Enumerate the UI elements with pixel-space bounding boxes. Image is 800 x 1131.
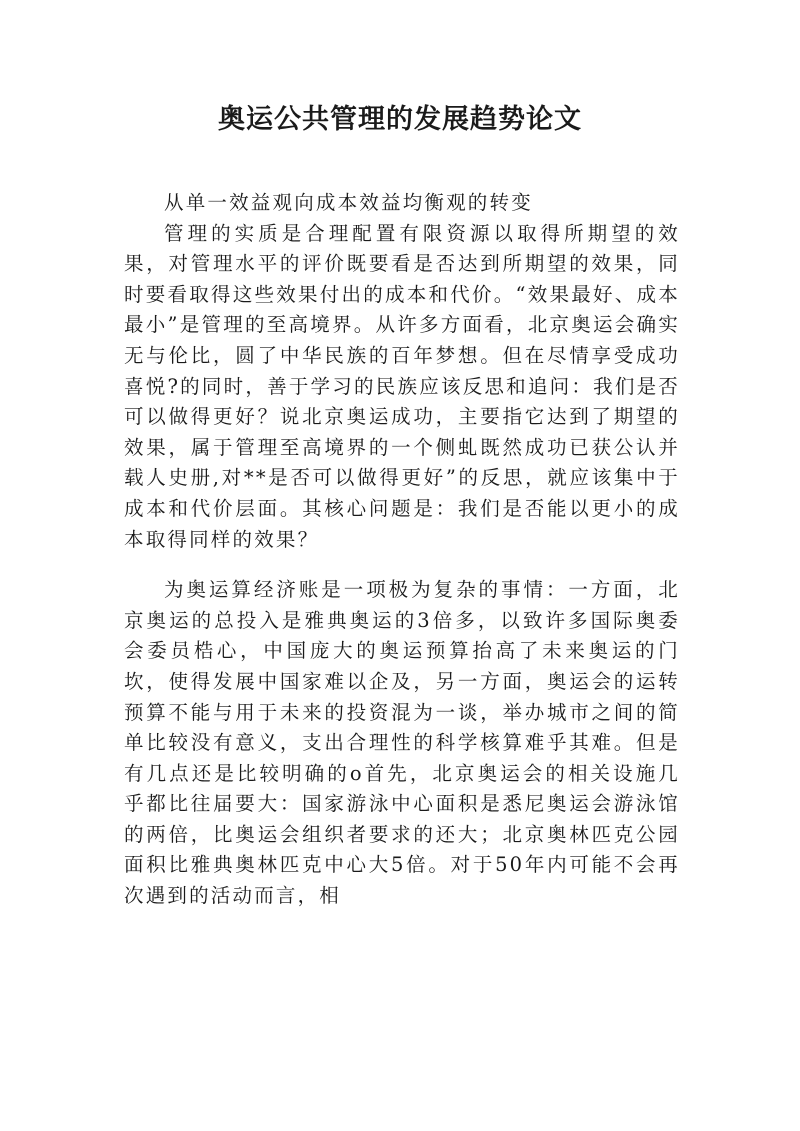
body-paragraph: 管理的实质是合理配置有限资源以取得所期望的效果，对管理水平的评价既要看是否达到所期望的效果，同时要看取得这些效果付出的成本和代价。“效果最好、成本最小”是管理的至高境界。从许多方面看，北京奥运会确实无与伦比，圆了中华民族的百年梦想。但在尽情享受成功喜悦?的同时，善于学习的民族应该反思和追问：我们是否可以做得更好？说北京奥运成功，主要指它达到了期望的效果，属于管理至高境界的一个侧虬既然成功已获公认并载人史册,对**是否可以做得更好”的反思，就应该集中于成本和代价层面。其核心问题是：我们是否能以更小的成本取得同样的效果？ <box>124 221 680 551</box>
body-paragraph: 为奥运算经济账是一项极为复杂的事情：一方面，北京奥运的总投入是雅典奥运的3倍多，以致许多国际奥委会委员梏心，中国庞大的奥运预算抬高了未来奥运的门坎，使得发展中国家难以企及，另一方面，奥运会的运转预算不能与用于未来的投资混为一谈，举办城市之间的简单比较没有意义，支出合理性的科学核算难乎其难。但是有几点还是比较明确的o首先，北京奥运会的相关设施几乎都比往届要大：国家游泳中心面积是悉尼奥运会游泳馆的两倍，比奥运会组织者要求的还大；北京奥林匹克公园面积比雅典奥林匹克中心大5倍。对于50年内可能不会再次遇到的活动而言，相 <box>124 578 680 908</box>
section-heading: 从单一效益观向成本效益均衡观的转变 <box>164 191 533 214</box>
document-body <box>124 188 680 912</box>
document-title: 奥运公共管理的发展趋势论文 <box>218 104 582 135</box>
